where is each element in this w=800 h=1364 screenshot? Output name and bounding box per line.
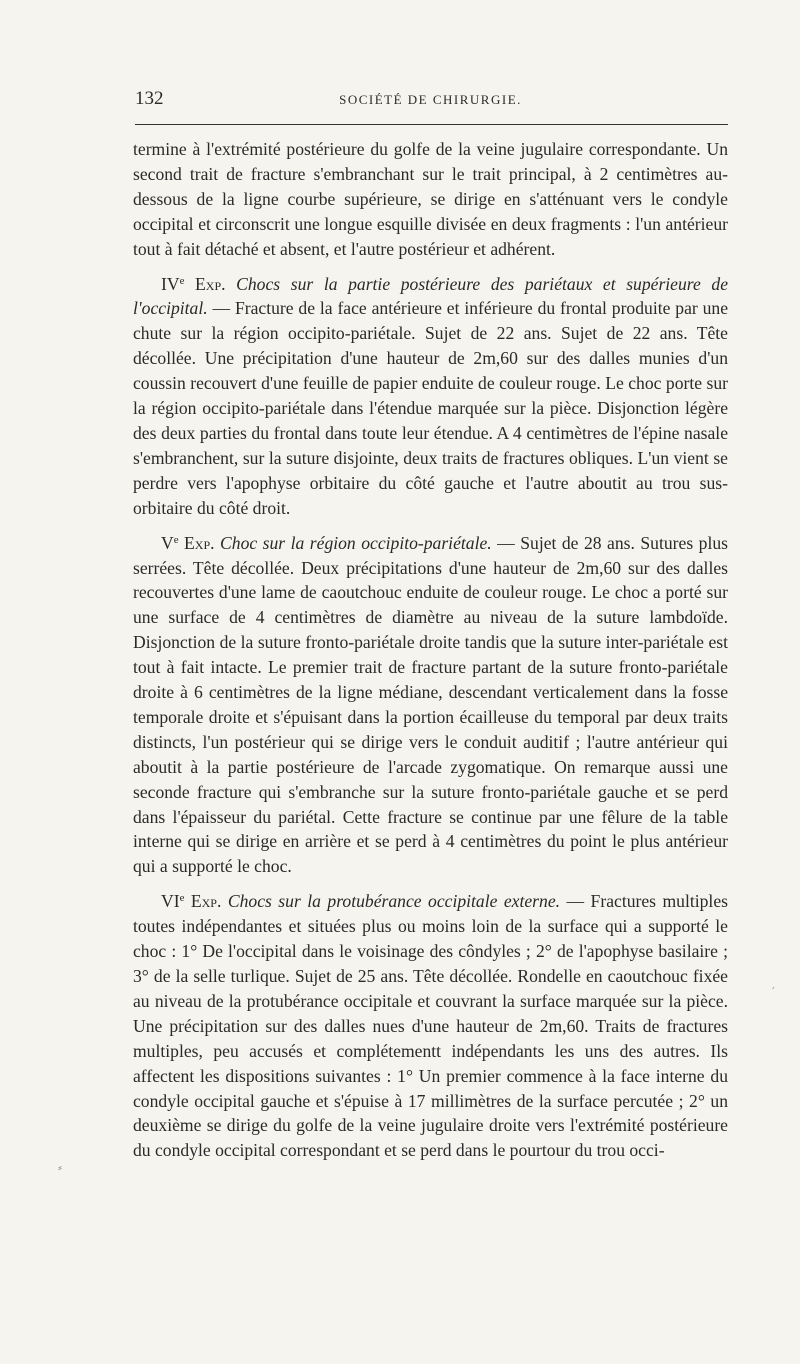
experiment-label: Exp. bbox=[195, 273, 226, 294]
paragraph-continuation bbox=[133, 137, 728, 262]
header-rule bbox=[135, 124, 728, 125]
paragraph-experiment-4 bbox=[133, 272, 728, 521]
body-text bbox=[133, 137, 728, 1163]
page bbox=[133, 88, 728, 1163]
experiment-label: Exp. bbox=[184, 532, 215, 553]
experiment-title: Chocs sur la partie postérieure des pariétaux et supérieure de l'occipital. bbox=[133, 273, 728, 319]
experiment-label: Exp. bbox=[190, 891, 222, 912]
running-head: SOCIÉTÉ DE CHIRURGIE. bbox=[339, 92, 522, 107]
paragraph-experiment-6 bbox=[133, 889, 728, 1163]
margin-mark-right: ′ bbox=[772, 985, 775, 999]
margin-mark-left: ⸗ bbox=[58, 1160, 62, 1174]
page-number: 132 bbox=[135, 88, 164, 109]
experiment-title: Chocs sur la protubérance occipitale externe. bbox=[227, 891, 561, 912]
experiment-number-suffix: e bbox=[173, 533, 179, 546]
experiment-number-suffix: e bbox=[179, 892, 185, 905]
experiment-number-suffix: e bbox=[179, 274, 185, 287]
paragraph-text: — Fractures multiples toutes indépendantes et situées plus ou moins loin de la surface qui a supporté le choc : 1° De l'occipital dans le voisinage des côndyles ; 2° de l'apophyse basilaire ; 3° de la selle turlique. Sujet de 25 ans. Tête décollée. Rondelle en caoutchouc fixée au niveau de la protubérance occipitale et couvrant la surface marquée sur la pièce. Une précipitation sur des dalles nues d'une hauteur de 2m,60. Traits de fractures multiples, peu accusés et complétementt indépendants les uns des autres. Ils affectent les dispositions suivantes : 1° Un premier commence à la face interne du condyle occipital gauche et s'épuise à 17 millimètres de la surface percutée ; 2° un deuxième se dirige du golfe de la veine jugulaire droite vers l'extrémité postérieure du condyle occipital correspondant et se perd dans le pourtour du trou occi- bbox=[133, 891, 728, 1161]
paragraph-text: termine à l'extrémité postérieure du golfe de la veine jugulaire correspondante. Un second trait de fracture s'embranchant sur le trait principal, à 2 centimètres au-dessous de la ligne courbe supérieure, se dirige en s'atténuant vers le condyle occipital et circonscrit une longue esquille divisée en deux fragments : l'un antérieur tout à fait détaché et absent, et l'autre postérieur et adhérent. bbox=[133, 139, 728, 259]
page-header bbox=[133, 88, 728, 114]
paragraph-text: — Sujet de 28 ans. Sutures plus serrées. Tête décollée. Deux précipitations d'une hauteur de 2m,60 sur des dalles recouvertes d'une lame de caoutchouc enduite de couleur rouge. Le choc a porté sur une surface de 4 centimètres de diamètre au niveau de la suture lambdoïde. Disjonction de la suture fronto-pariétale droite tandis que la suture inter-pariétale est tout à fait intacte. Le premier trait de fracture partant de la suture fronto-pariétale droite à 6 centimètres de la ligne médiane, descendant verticalement dans la fosse temporale droite et s'épuisant dans la portion écailleuse du temporal par deux traits distincts, l'un postérieur qui se dirige vers le conduit auditif ; l'autre antérieur qui aboutit à la partie postérieure de l'arcade zygomatique. On remarque aussi une seconde fracture qui s'embranche sur la suture fronto-pariétale gauche et se perd dans l'épaisseur du pariétal. Cette fracture se continue par une fêlure de la table interne qui se dirige en arrière et se perd à 4 centimètres du point le plus antérieur qui a supporté le choc. bbox=[133, 532, 728, 877]
experiment-title: Choc sur la région occipito-pariétale. bbox=[220, 532, 492, 553]
paragraph-experiment-5 bbox=[133, 531, 728, 880]
paragraph-text: — Fracture de la face antérieure et inférieure du frontal produite par une chute sur la région occipito-pariétale. Sujet de 22 ans. Sujet de 22 ans. Tête décollée. Une précipitation d'une hauteur de 2m,60 sur des dalles munies d'un coussin recouvert d'une feuille de papier enduite de couleur rouge. Le choc porte sur la région occipito-pariétale dans l'étendue marquée sur la pièce. Disjonction légère des deux parties du frontal dans toute leur étendue. A 4 centimètres de l'épine nasale s'embranchent, sur la suture disjointe, deux traits de fractures obliques. L'un vient se perdre vers l'apophyse orbitaire du côté gauche et l'autre aboutit au trou sus-orbitaire du côté droit. bbox=[133, 298, 728, 518]
experiment-number: V bbox=[161, 532, 174, 553]
experiment-number: IV bbox=[161, 273, 180, 294]
experiment-number: VI bbox=[161, 891, 180, 912]
